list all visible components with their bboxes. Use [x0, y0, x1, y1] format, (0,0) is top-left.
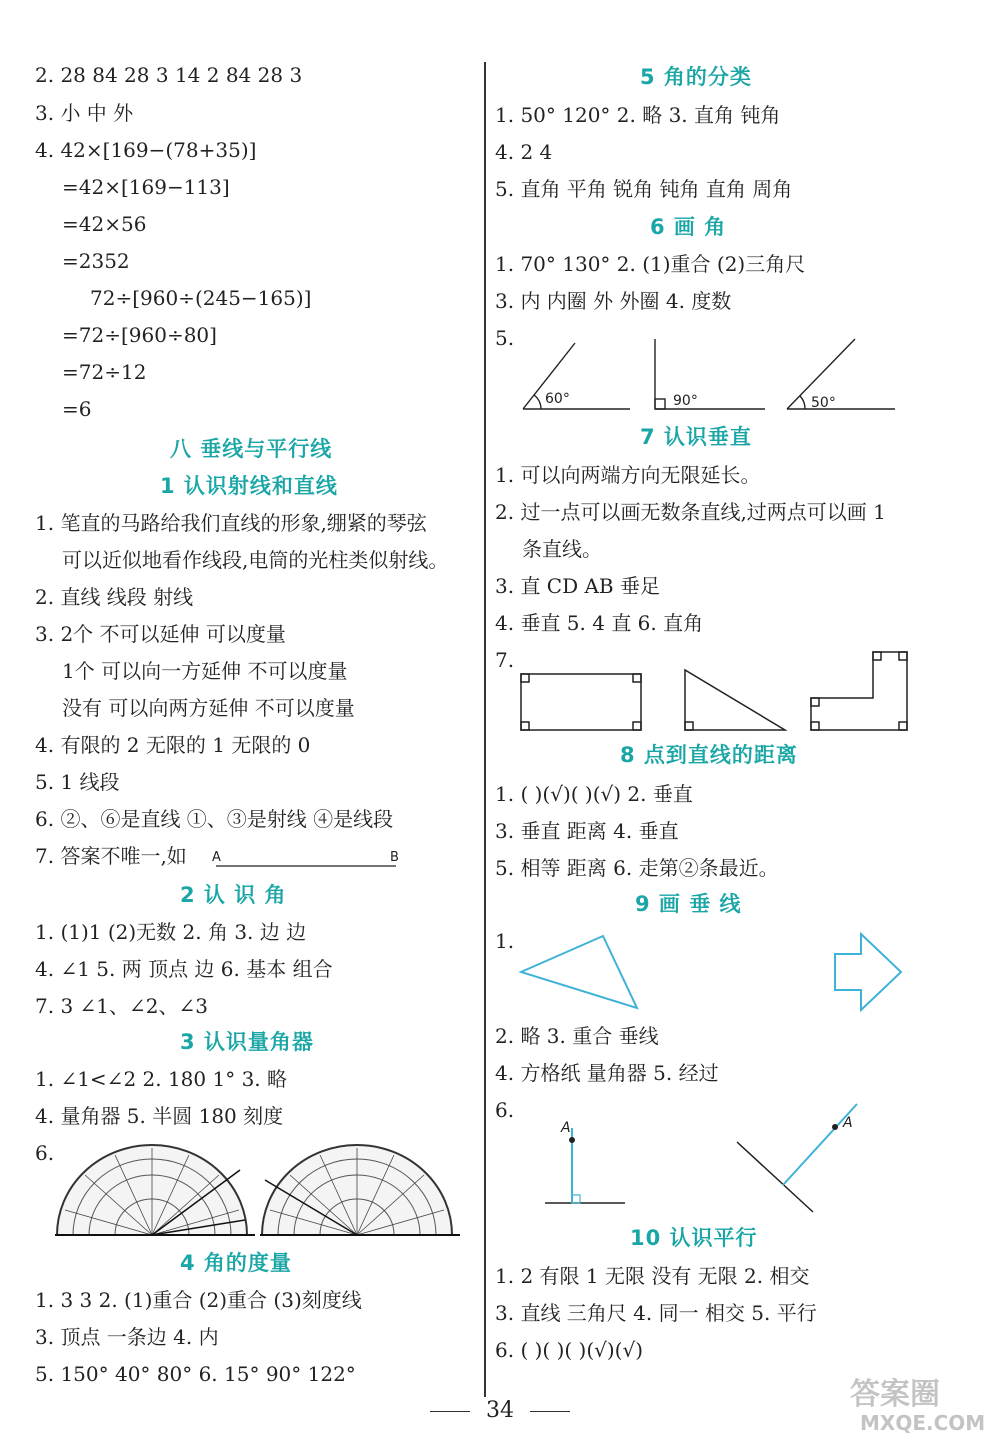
drawn-angles-figure — [515, 335, 905, 415]
section-heading: 5 角的分类 — [640, 65, 752, 89]
watermark-logo — [830, 1368, 990, 1442]
column-divider — [484, 62, 486, 1397]
answer-line: 3. 顶点 一条边 4. 内 — [35, 1325, 219, 1349]
answer-line: 3. 直线 三角尺 4. 同一 相交 5. 平行 — [495, 1301, 817, 1325]
point-a-label: A — [843, 1115, 853, 1131]
answer-line: 4. 42×[169−(78+35)] — [35, 138, 257, 162]
angle-label-90: 90° — [673, 393, 698, 409]
answer-line: 1个 可以向一方延伸 不可以度量 — [62, 659, 348, 683]
answer-line: =72÷[960÷80] — [62, 323, 217, 347]
answer-line: 4. 方格纸 量角器 5. 经过 — [495, 1061, 719, 1085]
point-b-label: B — [390, 850, 399, 865]
answer-line: 2. 直线 线段 射线 — [35, 585, 194, 609]
answer-line: 7. — [495, 648, 515, 672]
answer-line: 7. 3 ∠1、∠2、∠3 — [35, 994, 208, 1018]
answer-line: 3. 直 CD AB 垂足 — [495, 574, 660, 598]
answer-line: 72÷[960÷(245−165)] — [90, 286, 312, 310]
answer-line: =6 — [62, 397, 92, 421]
answer-line: 1. 70° 130° 2. (1)重合 (2)三角尺 — [495, 252, 806, 276]
section-heading: 1 认识射线和直线 — [160, 474, 338, 498]
section-heading: 2 认 识 角 — [180, 883, 287, 907]
point-a-label: A — [212, 850, 221, 865]
watermark-stamp — [830, 1368, 990, 1438]
answer-line: 6. ( )( )( )(√)(√) — [495, 1338, 644, 1362]
answer-line: =42×[169−113] — [62, 175, 230, 199]
answer-line: 4. 垂直 5. 4 直 6. 直角 — [495, 611, 704, 635]
answer-line: 3. 内 内圈 外 外圈 4. 度数 — [495, 289, 732, 313]
answer-line: 1. 2 有限 1 无限 没有 无限 2. 相交 — [495, 1264, 810, 1288]
line-segment-ab-figure — [210, 846, 405, 872]
answer-line: 可以近似地看作线段,电筒的光柱类似射线。 — [62, 548, 449, 572]
answer-line: 6. — [35, 1141, 55, 1165]
right-angle-shapes-figure — [515, 648, 915, 733]
svg-text:MXQE.COM: MXQE.COM — [860, 1411, 986, 1435]
answer-line: 1. 笔直的马路给我们直线的形象,绷紧的琴弦 — [35, 511, 427, 535]
answer-line: 条直线。 — [522, 537, 602, 561]
answer-line: =42×56 — [62, 212, 147, 236]
protractor-left — [55, 1145, 255, 1235]
answer-line: 4. ∠1 5. 两 顶点 边 6. 基本 组合 — [35, 957, 333, 981]
section-heading: 8 点到直线的距离 — [620, 743, 798, 767]
answer-line: 6. — [495, 1098, 515, 1122]
answer-line: 1. (1)1 (2)无数 2. 角 3. 边 边 — [35, 920, 307, 944]
answer-line: 没有 可以向两方延伸 不可以度量 — [62, 696, 355, 720]
perpendicular-shapes-figure — [515, 930, 915, 1015]
answer-line: 7. 答案不唯一,如 — [35, 844, 187, 868]
section-heading: 4 角的度量 — [180, 1251, 292, 1275]
answer-line: 3. 2个 不可以延伸 可以度量 — [35, 622, 286, 646]
answer-line: 2. 过一点可以画无数条直线,过两点可以画 1 — [495, 500, 886, 524]
angle-label-50: 50° — [811, 395, 836, 411]
answer-line: 4. 2 4 — [495, 140, 553, 164]
draw-perpendicular-figure — [515, 1100, 915, 1220]
answer-line: 3. 小 中 外 — [35, 101, 134, 125]
answer-line: 4. 有限的 2 无限的 1 无限的 0 — [35, 733, 311, 757]
protractor-right — [260, 1145, 460, 1235]
section-heading: 9 画 垂 线 — [635, 892, 742, 916]
answer-line: 1. 50° 120° 2. 略 3. 直角 钝角 — [495, 103, 781, 127]
answer-line: 5. 1 线段 — [35, 770, 120, 794]
answer-line: 3. 垂直 距离 4. 垂直 — [495, 819, 679, 843]
angle-label-60: 60° — [545, 391, 570, 407]
answer-line: 6. ②、⑥是直线 ①、③是射线 ④是线段 — [35, 807, 394, 831]
section-heading: 7 认识垂直 — [640, 425, 752, 449]
section-heading: 10 认识平行 — [630, 1226, 758, 1250]
answer-line: 1. ( )(√)( )(√) 2. 垂直 — [495, 782, 693, 806]
answer-line: =72÷12 — [62, 360, 147, 384]
section-heading: 3 认识量角器 — [180, 1030, 314, 1054]
answer-line: 5. 相等 距离 6. 走第②条最近。 — [495, 856, 779, 880]
point-a-label: A — [561, 1120, 571, 1136]
answer-line: 1. — [495, 929, 515, 953]
answer-line: 2. 略 3. 重合 垂线 — [495, 1024, 659, 1048]
answer-line: 1. 可以向两端方向无限延长。 — [495, 463, 761, 487]
section-heading: 6 画 角 — [650, 215, 727, 239]
answer-line: 5. — [495, 326, 515, 350]
answer-line: 5. 150° 40° 80° 6. 15° 90° 122° — [35, 1362, 356, 1386]
protractor-figures — [55, 1140, 465, 1240]
answer-line: 2. 28 84 28 3 14 2 84 28 3 — [35, 63, 303, 87]
answer-line: 5. 直角 平角 锐角 钝角 直角 周角 — [495, 177, 793, 201]
answer-line: 1. 3 3 2. (1)重合 (2)重合 (3)刻度线 — [35, 1288, 362, 1312]
page-number-text: 34 — [486, 1398, 514, 1423]
svg-text:答案圈: 答案圈 — [850, 1377, 940, 1412]
unit-heading: 八 垂线与平行线 — [170, 437, 333, 461]
answer-line: 4. 量角器 5. 半圆 180 刻度 — [35, 1104, 284, 1128]
answer-line: 1. ∠1<∠2 2. 180 1° 3. 略 — [35, 1067, 288, 1091]
answer-line: =2352 — [62, 249, 130, 273]
